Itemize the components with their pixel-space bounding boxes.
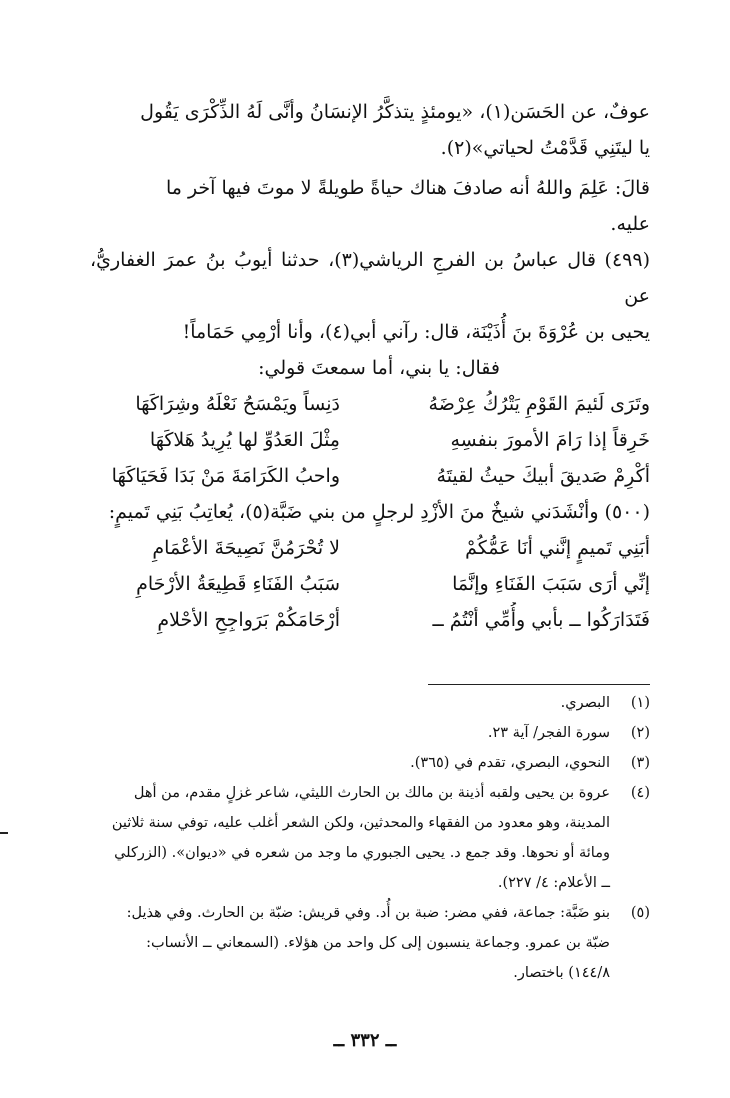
footnotes	[84, 688, 650, 988]
verse-first-hemistich: أبَنِي تَميمٍ إنَّني أنَا عَمُّكُمْ	[465, 537, 650, 559]
footnote-line: عروة بن يحيى ولقبه أذينة بن مالك بن الحارث الليثي، شاعر غزلٍ مقدم، من أهل	[133, 785, 610, 801]
verse-second-hemistich: لا تُحْرَمُنَّ نَصِيحَةَ الأعْمَامِ	[152, 537, 340, 559]
verse-first-hemistich: إنِّي أرَى سَبَبَ الفَنَاءِ وإنَّمَا	[452, 573, 650, 595]
footnote-number: (٥)	[630, 905, 650, 921]
verse-line	[90, 530, 650, 566]
footnote-line: ضبّة بن عمرو. وجماعة ينسبون إلى كل واحد من هؤلاء. (السمعاني ــ الأنساب:	[146, 935, 610, 951]
verse-first-hemistich: وتَرَى لَئيمَ القَوْمِ يَتْرُكُ عِرْضَهُ	[428, 393, 650, 415]
margin-mark	[0, 832, 8, 834]
footnote-line: ــ الأعلام: ٤/ ٢٢٧).	[497, 875, 610, 891]
verse-first-hemistich: أكْرِمْ صَديقَ أبيكَ حيثُ لقيتَهُ	[436, 465, 650, 487]
footnote	[84, 778, 650, 898]
verse-first-hemistich: خَرِقاً إذا رَامَ الأمورَ بنفسِهِ	[450, 429, 650, 451]
verse-second-hemistich: واحبُ الكَرَامَةَ مَنْ بَدَا فَحَيَاكَهَا	[111, 465, 340, 487]
verse-second-hemistich: أرْحَامَكُمْ بَرَواجِحِ الأحْلامِ	[157, 609, 340, 631]
footnote-line: المدينة، وهو معدود من الفقهاء والمحدثين، ولكن الشعر أغلب عليه، توفي سنة ثلاثين	[111, 815, 610, 831]
verse-line	[90, 602, 650, 638]
text-line: يحيى بن عُرْوَةَ بنَ أُذَيْنَة، قال: رآني أبي(٤)، وأنا أرْمِي حَمَاماً!	[182, 321, 650, 343]
text-line: قالَ: عَلِمَ واللهُ أنه صادفَ هناك حياةً طويلةً لا موتَ فيها آخر ما	[165, 177, 650, 199]
main-text	[90, 94, 650, 638]
footnote	[84, 688, 650, 718]
text-line: فقال: يا بني، أما سمعتَ قولي:	[258, 357, 500, 379]
verse-first-hemistich: فَتَدَارَكُوا ــ بأبي وأُمِّي أنْتُمُ ــ	[432, 609, 650, 631]
footnote	[84, 898, 650, 988]
footnote-line: ١٤٤/٨) باختصار.	[513, 965, 610, 981]
entry-500: (٥٠٠) وأنْشَدَني شيخٌ منَ الأزْدِ لرجلٍ من بني ضَبَّة(٥)، يُعاتِبُ بَنِي تَميمٍ:	[108, 501, 650, 523]
verse-line	[90, 386, 650, 422]
verse-second-hemistich: مِثْلَ العَدُوِّ لها يُرِيدُ هَلاكَهَا	[149, 429, 340, 451]
footnote-number: (١)	[630, 695, 650, 711]
verse-line	[90, 422, 650, 458]
footnote-number: (٢)	[630, 725, 650, 741]
footnote-number: (٣)	[630, 755, 650, 771]
text-line: عليه.	[610, 213, 650, 235]
footnote-number: (٤)	[630, 785, 650, 801]
footnote-line: سورة الفجر/ آية ٢٣.	[487, 725, 610, 741]
footnote-line: النحوي، البصري، تقدم في (٣٦٥).	[410, 755, 610, 771]
text-line: عوفٌ، عن الحَسَن(١)، «يومئذٍ يتذكَّرُ الإنسَانُ وأنَّى لَهُ الذِّكْرَى يَقُول	[140, 101, 650, 123]
entry-499: (٤٩٩) قال عباسُ بن الفرجِ الرياشي(٣)، حدثنا أيوبُ بنُ عمرَ الغفاريُّ، عن	[90, 249, 650, 307]
verse-line	[90, 566, 650, 602]
footnote-line: بنو ضَبَّة: جماعة، ففي مضر: ضبة بن أُد. وفي قريش: ضبّة بن الحارث. وفي هذيل:	[126, 905, 610, 921]
verse-line	[90, 458, 650, 494]
footnote	[84, 748, 650, 778]
footnote-line: البصري.	[560, 695, 610, 711]
footnote-line: ومائة أو نحوها. وقد جمع د. يحيى الجبوري ما وجد من شعره في «ديوان». (الزركلي	[114, 845, 610, 861]
verse-second-hemistich: سَبَبُ الفَنَاءِ قَطِيعَةُ الأرْحَامِ	[136, 573, 340, 595]
verse-second-hemistich: دَنِساً ويَمْسَحُ نَعْلَهُ وشِرَاكَهَا	[135, 393, 340, 415]
page-number: ــ ٣٣٢ ــ	[333, 1030, 397, 1051]
footnote-separator	[428, 684, 650, 685]
footnote	[84, 718, 650, 748]
text-line: يا ليتَنِي قَدَّمْتُ لحياتي»(٢).	[440, 137, 650, 159]
